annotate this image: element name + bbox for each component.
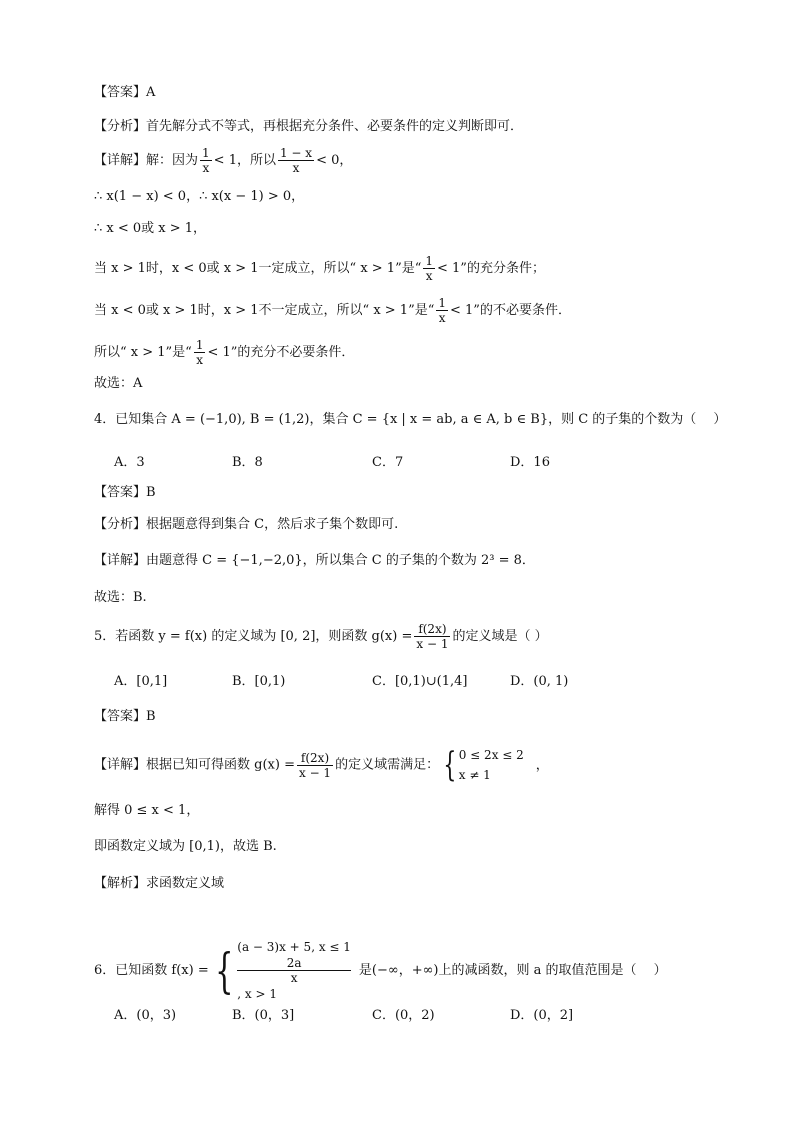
q4-analysis-line — [94, 516, 398, 534]
q3-step2: ∴ x < 0或 x > 1， — [94, 221, 207, 236]
option-a: A．(0，3) — [114, 1008, 177, 1023]
q3-detail-line — [94, 146, 352, 175]
option-c: C．7 — [372, 455, 404, 470]
case-system: (a − 3)x + 5, x ≤ 1 2a x , x > 1 — [237, 940, 351, 1001]
fraction: $\frac{f(2x)}{x - 1}$ — [416, 622, 449, 651]
q3-step1: ∴ x(1 − x) < 0，∴ x(x − 1) > 0， — [94, 189, 305, 204]
inequality: < 0， — [316, 153, 353, 168]
left-brace-icon: { — [443, 745, 457, 785]
detail-tag: 【详解】 — [94, 553, 147, 568]
q5-answer-line — [94, 708, 156, 726]
q5-stem: 5．若函数 y = f(x) 的定义域为 [0, 2]，则函数 g(x) = $\frac{f(2x)}{x - 1}$ 的定义域是（ ） — [94, 622, 548, 651]
q3-conclusion: 故选：A — [94, 376, 143, 391]
option-b: B．(0，3] — [232, 1008, 295, 1023]
analysis-tag: 【分析】 — [94, 517, 147, 532]
option-a: A．[0,1] — [114, 674, 168, 689]
q3-line4: 当 x > 1时，x < 0或 x > 1一定成立，所以“ x > 1”是“ $\frac{1}{x}$ < 1”的充分条件； — [94, 254, 545, 283]
option-c: C．[0,1)∪(1,4] — [372, 674, 468, 689]
answer-tag: 【答案】 — [94, 485, 147, 500]
fraction: $\frac{1}{x}$ — [425, 254, 434, 283]
fraction: $\frac{1}{x}$ — [438, 296, 447, 325]
option-c: C．(0，2) — [372, 1008, 435, 1023]
detail-text: 由题意得 C = {−1,−2,0}，所以集合 C 的子集的个数为 2³ = 8． — [146, 553, 535, 568]
q5-detail-line: 【详解】根据已知可得函数 g(x) = $\frac{f(2x)}{x - 1}$ 的定义域需满足： { 0 ≤ 2x ≤ 2 x ≠ 1 ， — [94, 745, 549, 785]
answer-value: B — [146, 485, 156, 500]
detail-tag: 【详解】 — [94, 757, 147, 773]
fraction: $\frac{1}{x}$ — [202, 146, 210, 175]
q4-answer-line — [94, 484, 156, 502]
parse-tag: 【解析】 — [94, 876, 147, 891]
fraction: $\frac{1}{x}$ — [195, 338, 204, 367]
detail-tag: 【详解】 — [94, 153, 147, 168]
answer-value: A — [146, 85, 156, 100]
left-brace-icon: { — [214, 942, 234, 999]
analysis-text: 首先解分式不等式，再根据充分条件、必要条件的定义判断即可． — [146, 119, 524, 134]
q3-line5: 当 x < 0或 x > 1时，x > 1不一定成立，所以“ x > 1”是“ $\frac{1}{x}$ < 1”的不必要条件． — [94, 296, 571, 325]
option-a: A．3 — [114, 455, 145, 470]
analysis-text: 根据题意得到集合 C，然后求子集个数即可. — [146, 517, 399, 532]
q3-analysis-line — [94, 118, 523, 136]
q4-stem: 4．已知集合 A = (−1,0), B = (1,2)，集合 C = {x | x = ab, a ∈ A, b ∈ B}，则 C 的子集的个数为（ ） — [94, 412, 727, 427]
case-system: 0 ≤ 2x ≤ 2 x ≠ 1 — [458, 748, 524, 782]
q5-parse-line — [94, 875, 224, 893]
option-d: D．(0, 1) — [510, 674, 569, 689]
answer-value: B — [146, 709, 156, 724]
fraction: $\frac{1 - x}{x}$ — [279, 146, 313, 175]
analysis-tag: 【分析】 — [94, 119, 147, 134]
q5-domain: 即函数定义域为 [0,1)，故选 B. — [94, 839, 277, 854]
inequality: < 1，所以 — [213, 153, 276, 168]
option-b: B．8 — [232, 455, 263, 470]
answer-tag: 【答案】 — [94, 709, 147, 724]
q4-detail-line — [94, 552, 535, 570]
q3-answer-line — [94, 84, 155, 102]
parse-text: 求函数定义域 — [146, 876, 225, 891]
option-b: B．[0,1) — [232, 674, 286, 689]
option-d: D．16 — [510, 455, 550, 470]
fraction: 2a x — [237, 956, 351, 985]
option-d: D．(0，2] — [510, 1008, 574, 1023]
detail-lead: 解：因为 — [146, 153, 199, 168]
q3-line6: 所以“ x > 1”是“ $\frac{1}{x}$ < 1”的充分不必要条件． — [94, 338, 355, 367]
answer-tag: 【答案】 — [94, 85, 147, 100]
q6-stem: 6．已知函数 f(x) = { (a − 3)x + 5, x ≤ 1 2a x , x > 1 是(−∞，+∞)上的减函数，则 a 的取值范围是（ ） — [94, 940, 667, 1001]
q5-solve: 解得 0 ≤ x < 1， — [94, 803, 200, 818]
fraction: $\frac{f(2x)}{x - 1}$ — [298, 750, 332, 780]
q4-conclusion: 故选：B. — [94, 590, 147, 605]
